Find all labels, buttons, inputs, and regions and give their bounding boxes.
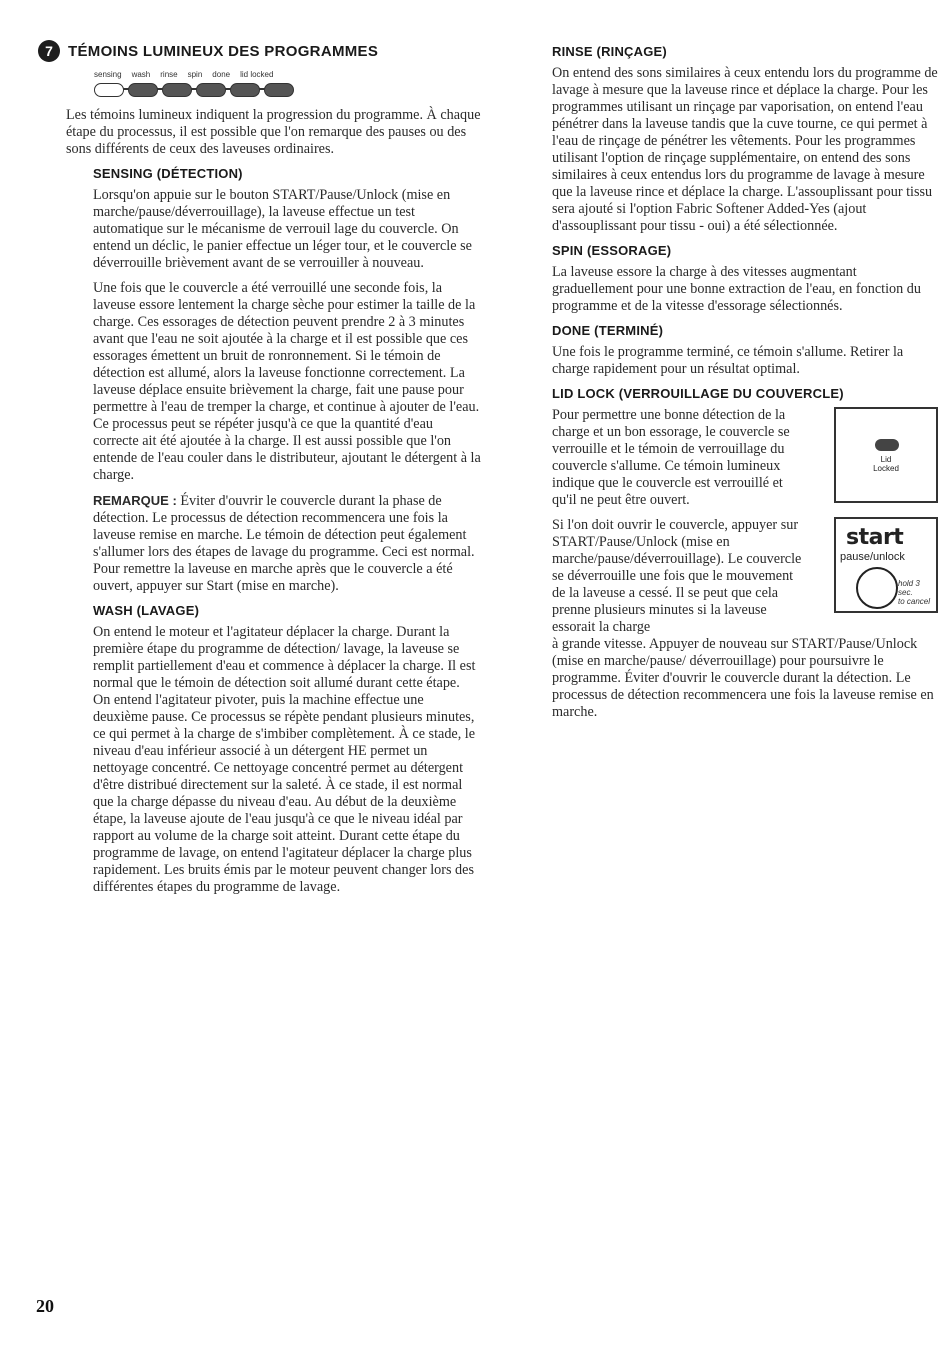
start-button-icon <box>856 567 898 609</box>
indicator-label-done: done <box>212 70 231 79</box>
section-number-badge: 7 <box>38 40 60 62</box>
hold-line1: hold 3 sec. <box>898 579 920 597</box>
indicator-light-rinse <box>162 83 192 97</box>
rinse-paragraph: On entend des sons similaires à ceux entendu lors du programme de lavage à mesure que la laveuse rince et déplace la charge. Pour les programmes utilisant un rinçage par vaporisation, on entend l'eau pénétrer dans la laveuse tandis que la cuve tourne, ce qui permet à l'eau de rinçage de pénétrer les vêtements. Pour les programmes utilisant l'option de rinçage supplémentaire, on entend des sons similaires à ceux entendus lors du programme de lavage à mesure que la laveuse rince et déplace la charge. L'assouplissant pour tissu sera ajouté si l'option Fabric Softener Added-Yes (ajout d'assouplissant pour tissu - oui) a été sélectionnée. <box>552 65 938 234</box>
sensing-paragraph-1: Lorsqu'on appuie sur le bouton START/Pause/Unlock (mise en marche/pause/déverrouillage), la laveuse effectue un test automatique sur le mécanisme de verrouil lage du couvercle. On entend un déclic, le panier effectue un léger tour, et le couvercle se déverrouille brièvement avant de se verrouiller à nouveau. <box>93 187 472 271</box>
indicator-label-spin: spin <box>187 70 203 79</box>
wash-paragraph-2: On entend l'agitateur pivoter, puis la machine effectue une deuxième pause. Ce processus se répète pendant plusieurs minutes, ce qui permet à la charge de s'imbiber complètement. À ce stade, le niveau d'eau inférieur associé à un détergent HE permet un nettoyage concentré. Ce nettoyage concentré permet au détergent d'être distribué directement sur la saleté. À ce stade, il est normal que la charge dépasse du niveau d'eau. Au début de la deuxième étape, la laveuse ajoute de l'eau jusqu'à ce que le niveau idéal par rapport au volume de la charge soit atteint. Durant cette étape du programme de lavage, on entend l'agitateur déplacer la charge plus rapidement. Les bruits émis par le moteur peuvent changer lors des différentes étapes du programme de lavage. <box>93 692 476 895</box>
indicator-label-sensing: sensing <box>94 70 122 79</box>
done-heading: DONE (TERMINÉ) <box>552 323 664 338</box>
intro-paragraph: Les témoins lumineux indiquent la progression du programme. À chaque étape du processus, il est possible que l'on remarque des pauses ou des sons différents de ceux des laveuses ordinaires. <box>66 107 481 157</box>
lid-caption-line2: Locked <box>873 464 899 473</box>
indicator-labels <box>94 70 304 79</box>
indicator-light-sensing <box>94 83 124 97</box>
sensing-heading: SENSING (DÉTECTION) <box>93 166 243 181</box>
lid-lock-paragraph-2b: à grande vitesse. Appuyer de nouveau sur START/Pause/Unlock (mise en marche/pause/ déverrouillage) pour poursuivre le programme. Éviter d'ouvrir le couvercle durant la détection. Le processus de détection recommencera une fois la laveuse remise en marche. <box>552 636 934 720</box>
section-title: TÉMOINS LUMINEUX DES PROGRAMMES <box>68 42 379 60</box>
right-column <box>552 40 938 729</box>
wash-heading: WASH (LAVAGE) <box>93 603 200 618</box>
lid-caption-line1: Lid <box>880 455 892 464</box>
left-column <box>45 40 482 904</box>
indicator-light-spin <box>196 83 226 97</box>
lid-lock-heading: LID LOCK (VERROUILLAGE DU COUVERCLE) <box>552 386 844 401</box>
note-text: Éviter d'ouvrir le couvercle durant la phase de détection. Le processus de détection recommencera une fois la laveuse remise en marche. Le témoin de détection peut également s'allumer lors des étapes de lavage du programme. Ceci est normal. Pour remettre la laveuse en marche après que le couvercle a été ouvert, appuyer sur Start (mise en marche). <box>93 493 475 594</box>
start-block <box>552 517 938 721</box>
lid-lock-paragraph-1: Pour permettre une bonne détection de la charge et un bon essorage, le couvercle se verrouille et le témoin de verrouillage du couvercle s'allume. Ce témoin lumineux indique que le couvercle est verrouillé et qu'il ne peut être ouvert. <box>552 407 790 508</box>
indicator-label-wash: wash <box>131 70 151 79</box>
pause-unlock-label: pause/unlock <box>840 551 905 563</box>
start-label: start <box>846 525 904 550</box>
lid-lock-paragraph-2a: Si l'on doit ouvrir le couvercle, appuyer sur START/Pause/Unlock (mise en marche/pause/déverrouillage). Le couvercle se déverrouille une fois que le mouvement de la laveuse a cessé. Il se peut que cela prenne plusieurs minutes si la laveuse essorait la charge <box>552 517 802 635</box>
indicator-light-wash <box>128 83 158 97</box>
sensing-section <box>93 166 482 896</box>
sensing-note <box>93 492 482 595</box>
indicator-light-done <box>230 83 260 97</box>
spin-paragraph: La laveuse essore la charge à des vitesses augmentant graduellement pour une bonne extraction de l'eau, en fonction du programme et de la vitesse d'essorage sélectionnés. <box>552 264 921 314</box>
wash-paragraph-1: On entend le moteur et l'agitateur déplacer la charge. Durant la première étape du programme de détection/ lavage, la laveuse se remplit partiellement d'eau et commence à déplacer la charge. Il est normal que le témoin de détection soit allumé durant cette étape. <box>93 624 476 691</box>
rinse-heading: RINSE (RINÇAGE) <box>552 44 667 59</box>
indicator-label-rinse: rinse <box>160 70 178 79</box>
lid-locked-figure <box>834 407 938 503</box>
indicator-light-lid-locked <box>264 83 294 97</box>
indicator-label-lid-locked: lid locked <box>240 70 274 79</box>
note-label: REMARQUE : <box>93 493 177 508</box>
hold-to-cancel-label <box>898 579 936 606</box>
sensing-paragraph-2: Une fois que le couvercle a été verrouillé une seconde fois, la laveuse essore lentement la charge sèche pour estimer la taille de la charge. Ces essorages de détection peuvent prendre 2 à 3 minutes avant que l'eau ne soit ajoutée à la charge et il est possible que ces essorages émettent un bruit de ronronnement. Si le témoin de détection est allumé, alors la laveuse fonctionne correctement. La laveuse déplace ensuite brièvement la charge, fait une pause pour permettre à l'eau de tremper la charge, et continue à ajouter de l'eau. Ce processus peut se répéter jusqu'à ce que la quantité d'eau correcte ait été ajoutée à la charge. Il est aussi possible que l'on entende de l'eau couler dans le distributeur, ajoutant le détergent à la charge. <box>93 280 481 483</box>
start-pause-unlock-figure <box>834 517 938 613</box>
lid-lock-block <box>552 407 938 721</box>
hold-line2: to cancel <box>898 597 931 606</box>
page-number: 20 <box>36 1296 54 1316</box>
done-paragraph: Une fois le programme terminé, ce témoin s'allume. Retirer la charge rapidement pour un résultat optimal. <box>552 344 904 377</box>
spin-heading: SPIN (ESSORAGE) <box>552 243 672 258</box>
indicator-lights <box>94 81 304 97</box>
indicator-strip <box>94 70 304 97</box>
lid-locked-light <box>875 439 899 451</box>
section-heading <box>45 40 482 62</box>
lid-locked-caption <box>836 455 936 473</box>
